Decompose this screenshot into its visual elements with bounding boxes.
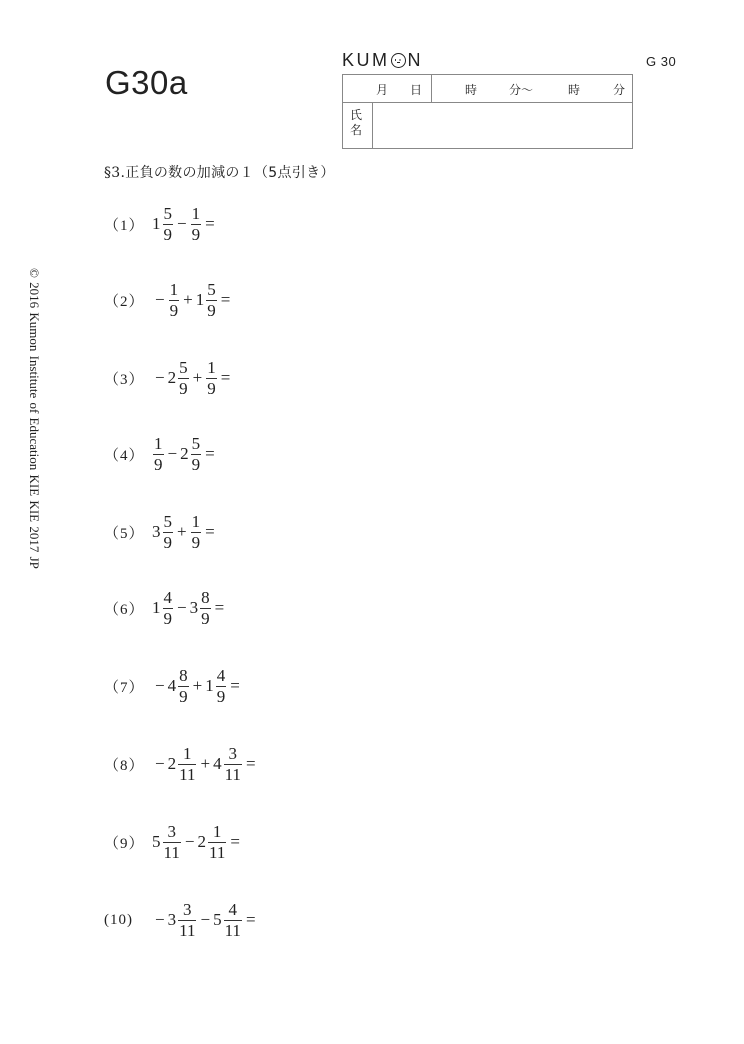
whole-number: 1: [205, 676, 214, 695]
numerator: 5: [191, 433, 201, 453]
name-label-char-1: 氏: [350, 108, 363, 122]
denominator: 9: [163, 224, 172, 244]
copyright-notice: © 2016 Kumon Institute of Education KIE KIE 2017 JP: [27, 268, 42, 569]
fraction: [178, 899, 196, 940]
fraction: [178, 357, 189, 398]
day-label: 日: [410, 83, 423, 97]
answer-space[interactable]: [237, 283, 397, 317]
operator: −: [155, 368, 165, 387]
numerator: 3: [228, 743, 237, 763]
operator: −: [184, 832, 195, 851]
answer-space[interactable]: [247, 669, 407, 703]
problem-row: [104, 588, 391, 628]
logo-text-right: N: [407, 50, 423, 70]
start-minute-label: 分～: [509, 83, 534, 97]
whole-number: 1: [195, 290, 205, 309]
denominator: 9: [163, 532, 172, 552]
answer-space[interactable]: [231, 591, 391, 625]
problem-row: [104, 822, 407, 862]
numerator: 8: [201, 587, 210, 607]
denominator: 11: [208, 842, 226, 862]
operator: −: [177, 214, 187, 233]
numerator: 1: [183, 743, 192, 763]
numerator: 1: [207, 357, 216, 377]
operator: +: [183, 290, 193, 309]
date-name-box: [342, 74, 633, 149]
section-heading: 正負の数の加減の１（5点引き）: [125, 165, 335, 181]
fraction: [224, 743, 242, 784]
problem-number: （3）: [104, 371, 145, 388]
problem-row: [104, 280, 397, 320]
problem-row: [104, 744, 423, 784]
denominator: 9: [207, 300, 216, 320]
fraction: [191, 203, 202, 244]
start-hour-label: 時: [465, 83, 478, 97]
whole-number: 1: [152, 214, 161, 233]
month-label: 月: [376, 83, 389, 97]
answer-space[interactable]: [222, 207, 382, 241]
name-label: [350, 108, 366, 138]
operator: +: [200, 754, 211, 773]
problem-number: （4）: [104, 447, 145, 464]
end-minute-label: 分: [613, 83, 626, 97]
problem-number: （2）: [104, 293, 145, 310]
fraction: [163, 821, 181, 862]
fraction: [163, 203, 174, 244]
numerator: 1: [212, 821, 222, 841]
problem-row: [104, 358, 397, 398]
equals-sign: =: [245, 910, 256, 929]
whole-number: 5: [152, 832, 161, 851]
denominator: 9: [169, 300, 179, 320]
equals-sign: =: [205, 444, 215, 463]
operator: −: [167, 444, 178, 463]
equals-sign: =: [230, 676, 240, 695]
denominator: 9: [191, 454, 201, 474]
fraction: [163, 511, 174, 552]
fraction: [206, 357, 217, 398]
answer-space[interactable]: [222, 437, 382, 471]
whole-number: 3: [152, 522, 161, 541]
fraction: [208, 821, 226, 862]
problem-number: (10): [104, 911, 133, 928]
answer-space[interactable]: [222, 515, 382, 549]
answer-space[interactable]: [263, 903, 423, 937]
numerator: 3: [183, 899, 192, 919]
fraction: [216, 665, 227, 706]
denominator: 9: [201, 608, 210, 628]
whole-number: 2: [197, 832, 206, 851]
equals-sign: =: [214, 598, 225, 617]
denominator: 11: [163, 842, 180, 862]
numerator: 5: [163, 511, 172, 531]
denominator: 9: [191, 224, 201, 244]
fraction: [191, 511, 202, 552]
problem-row: [104, 666, 407, 706]
whole-number: 2: [180, 444, 189, 463]
sheet-code-right: G 30: [646, 54, 677, 69]
equals-sign: =: [245, 754, 256, 773]
operator: −: [155, 676, 165, 695]
problem-expression: [152, 511, 218, 552]
smiley-face-o-icon: [391, 53, 406, 68]
name-label-char-2: 名: [350, 123, 363, 137]
problem-number: （8）: [104, 757, 145, 774]
denominator: 9: [207, 378, 216, 398]
denominator: 9: [163, 608, 172, 628]
whole-number: 4: [167, 676, 177, 695]
problem-expression: [152, 433, 218, 474]
denominator: 11: [224, 920, 241, 940]
numerator: 4: [228, 899, 237, 919]
problem-row: [104, 434, 382, 474]
fraction: [224, 899, 242, 940]
fraction: [206, 279, 217, 320]
problem-number: （7）: [104, 679, 145, 696]
problem-expression: [152, 203, 218, 244]
numerator: 1: [191, 511, 201, 531]
problem-row: [104, 900, 423, 940]
name-label-divider: [372, 102, 373, 149]
name-field[interactable]: [374, 104, 630, 147]
problem-number: （1）: [104, 217, 145, 234]
problem-number: （9）: [104, 835, 145, 852]
denominator: 11: [179, 920, 196, 940]
numerator: 3: [167, 821, 176, 841]
section-number: §3.: [104, 165, 126, 181]
whole-number: 3: [189, 598, 199, 617]
denominator: 9: [154, 454, 163, 474]
numerator: 1: [154, 433, 163, 453]
whole-number: 2: [167, 368, 177, 387]
numerator: 5: [207, 279, 216, 299]
problem-expression: [152, 743, 259, 784]
whole-number: 5: [213, 910, 222, 929]
numerator: 5: [163, 203, 172, 223]
date-time-row: [343, 75, 632, 103]
fraction: [178, 743, 196, 784]
problem-expression: [152, 899, 259, 940]
numerator: 8: [179, 665, 188, 685]
problem-expression: [152, 821, 243, 862]
operator: +: [192, 676, 203, 695]
equals-sign: =: [230, 832, 240, 851]
fraction: [178, 665, 189, 706]
denominator: 11: [224, 764, 241, 784]
answer-space[interactable]: [247, 825, 407, 859]
whole-number: 2: [167, 754, 177, 773]
equals-sign: =: [220, 368, 231, 387]
fraction: [200, 587, 211, 628]
numerator: 4: [216, 665, 226, 685]
end-hour-label: 時: [568, 83, 581, 97]
problem-expression: [152, 279, 233, 320]
equals-sign: =: [205, 522, 215, 541]
problem-number: （5）: [104, 525, 145, 542]
equals-sign: =: [220, 290, 231, 309]
sheet-code: G30a: [105, 64, 188, 101]
kumon-logo: [342, 50, 423, 71]
date-time-divider: [431, 75, 432, 102]
fraction: [163, 587, 174, 628]
fraction: [169, 279, 180, 320]
operator: −: [177, 598, 187, 617]
denominator: 9: [179, 686, 188, 706]
problem-expression: [152, 587, 227, 628]
fraction: [191, 433, 202, 474]
numerator: 5: [179, 357, 188, 377]
denominator: 9: [191, 532, 201, 552]
problem-row: [104, 512, 382, 552]
numerator: 1: [169, 279, 179, 299]
fraction: [153, 433, 164, 474]
answer-space[interactable]: [263, 747, 423, 781]
problem-expression: [152, 665, 243, 706]
operator: −: [155, 754, 165, 773]
operator: −: [155, 910, 165, 929]
denominator: 11: [179, 764, 196, 784]
problem-expression: [152, 357, 233, 398]
whole-number: 1: [152, 598, 161, 617]
operator: +: [177, 522, 187, 541]
operator: −: [200, 910, 211, 929]
whole-number: 3: [167, 910, 177, 929]
denominator: 9: [216, 686, 226, 706]
problem-row: [104, 204, 382, 244]
problem-number: （6）: [104, 601, 145, 618]
numerator: 4: [163, 587, 172, 607]
denominator: 9: [179, 378, 188, 398]
operator: −: [155, 290, 165, 309]
answer-space[interactable]: [237, 361, 397, 395]
equals-sign: =: [205, 214, 215, 233]
numerator: 1: [191, 203, 201, 223]
whole-number: 4: [213, 754, 222, 773]
operator: +: [192, 368, 203, 387]
section-title: [104, 162, 335, 182]
logo-text-left: KUM: [342, 50, 390, 70]
